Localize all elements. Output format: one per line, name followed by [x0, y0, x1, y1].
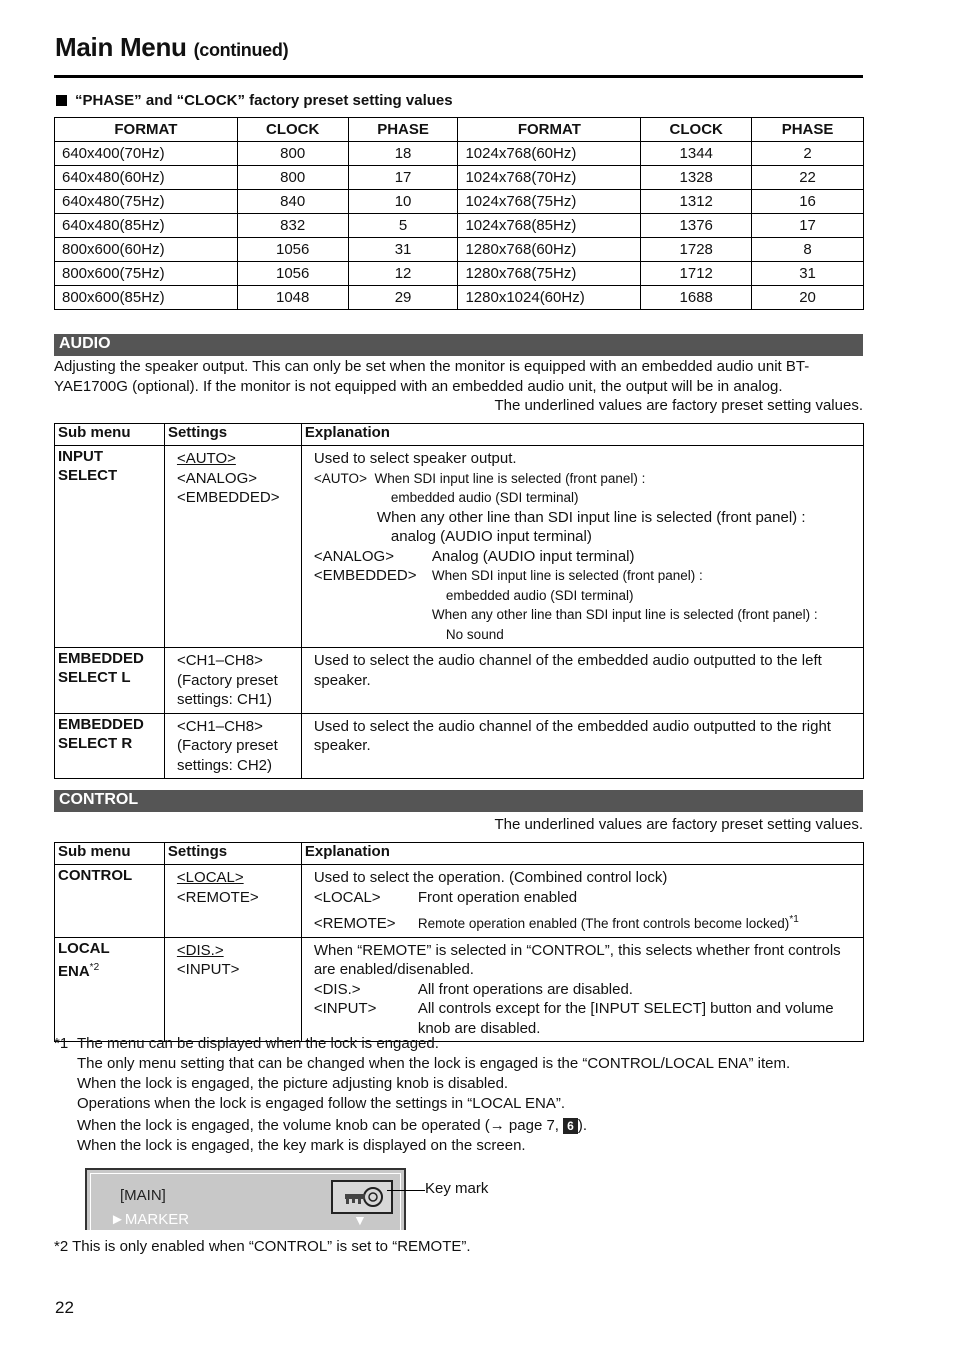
- key-icon: [333, 1182, 391, 1212]
- footnote-2: *2 This is only enabled when “CONTROL” is set to “REMOTE”.: [54, 1238, 471, 1255]
- osd-illustration: [85, 1168, 406, 1230]
- explanation-line: When any other line than SDI input line is selected (front panel) :: [431, 607, 818, 622]
- setting-value: <DIS.>: [176, 941, 224, 959]
- table-row: [55, 713, 864, 779]
- footnote-text: page 7,: [504, 1117, 564, 1134]
- footnote-text: When the lock is engaged, the volume knob can be operated (: [77, 1117, 490, 1134]
- key-mark-label: Key mark: [425, 1180, 489, 1197]
- col-header: FORMAT: [458, 118, 641, 142]
- footnote-line: Operations when the lock is engaged follow the settings in “LOCAL ENA”.: [77, 1095, 566, 1112]
- explanation-line: [314, 888, 851, 908]
- explanation-line: [314, 508, 851, 528]
- explanation-input-select: [301, 446, 863, 648]
- control-section-title: CONTROL: [59, 791, 139, 808]
- footnote-text: ).: [577, 1117, 588, 1134]
- col-header-settings: Settings: [164, 424, 301, 446]
- table-cell: 640x480(60Hz): [55, 166, 238, 190]
- table-cell: 12: [348, 262, 458, 286]
- option-label: <LOCAL>: [313, 888, 381, 906]
- page-ref-badge: 6: [563, 1118, 578, 1134]
- title-sub: (continued): [193, 40, 289, 60]
- option-text: Analog (AUDIO input terminal): [431, 547, 635, 565]
- footnote-line: [54, 1116, 874, 1136]
- audio-section-title: AUDIO: [59, 335, 111, 352]
- submenu-control: CONTROL: [55, 865, 165, 938]
- table-cell: 8: [752, 238, 864, 262]
- table-cell: 29: [348, 286, 458, 310]
- table-cell: 1728: [641, 238, 752, 262]
- table-cell: 1280x1024(60Hz): [458, 286, 641, 310]
- explanation-line: When “REMOTE” is selected in “CONTROL”, this selects whether front controls are enabled/disenabled.: [313, 941, 841, 978]
- submenu-label: SELECT R: [58, 734, 133, 752]
- table-cell: 1024x768(75Hz): [458, 190, 641, 214]
- table-row: [55, 214, 864, 238]
- key-mark-leader: [387, 1190, 425, 1191]
- col-header-submenu: Sub menu: [55, 424, 165, 446]
- osd-main-label: [MAIN]: [120, 1187, 166, 1204]
- title-main: Main Menu: [55, 32, 187, 62]
- table-row: [55, 446, 864, 648]
- key-mark-box: [331, 1180, 393, 1214]
- table-row: [55, 238, 864, 262]
- table-cell: 800: [237, 166, 348, 190]
- control-header-row: [55, 843, 864, 865]
- footnote-1: [54, 1034, 874, 1156]
- explanation-line: Used to select the operation. (Combined control lock): [313, 869, 668, 886]
- preset-heading: [56, 92, 453, 109]
- option-text: Remote operation enabled (The front controls become locked): [417, 916, 790, 931]
- audio-table: [54, 423, 864, 779]
- option-text: When SDI input line is selected (front panel) :: [374, 470, 646, 486]
- col-header-settings: Settings: [164, 843, 301, 865]
- explanation-control: [301, 865, 863, 938]
- table-cell: 22: [752, 166, 864, 190]
- audio-intro-line: Adjusting the speaker output. This can only be set when the monitor is equipped with an embedded audio unit BT-: [54, 358, 810, 375]
- footnote-text: The menu can be displayed when the lock is engaged.: [77, 1035, 439, 1052]
- option-label: <AUTO>: [313, 470, 367, 486]
- submenu-label: SELECT: [58, 467, 118, 484]
- table-cell: 1280x768(60Hz): [458, 238, 641, 262]
- audio-header-row: [55, 424, 864, 446]
- table-cell: 31: [348, 238, 458, 262]
- setting-value: settings: CH2): [176, 756, 272, 774]
- footnote-line: The only menu setting that can be changed when the lock is engaged is the “CONTROL/LOCAL ENA” item.: [77, 1055, 791, 1072]
- table-cell: 1024x768(85Hz): [458, 214, 641, 238]
- explanation-line: analog (AUDIO input terminal): [390, 528, 592, 545]
- option-label: <REMOTE>: [313, 915, 396, 932]
- submenu-label-text: ENA: [58, 962, 90, 980]
- table-cell: 16: [752, 190, 864, 214]
- table-cell: 832: [237, 214, 348, 238]
- table-cell: 840: [237, 190, 348, 214]
- table-cell: 1344: [641, 142, 752, 166]
- table-cell: 2: [752, 142, 864, 166]
- submenu-embedded-select-l: [55, 648, 165, 714]
- table-row: [55, 937, 864, 1042]
- table-cell: 1312: [641, 190, 752, 214]
- osd-marker-label: MARKER: [124, 1211, 190, 1228]
- osd-frame: [90, 1173, 401, 1230]
- table-row: [55, 648, 864, 714]
- table-cell: 31: [752, 262, 864, 286]
- table-cell: 1376: [641, 214, 752, 238]
- setting-value: (Factory preset: [176, 737, 278, 754]
- explanation-local-ena: [301, 937, 863, 1042]
- submenu-input-select: [55, 446, 165, 648]
- col-header: CLOCK: [237, 118, 348, 142]
- submenu-label: SELECT L: [58, 669, 131, 686]
- table-cell: 800: [237, 142, 348, 166]
- col-header: CLOCK: [641, 118, 752, 142]
- audio-section-bar: [54, 334, 863, 356]
- table-row: [55, 262, 864, 286]
- arrow-right-icon: ►: [110, 1211, 125, 1228]
- submenu-label: EMBEDDED: [58, 650, 144, 667]
- explanation-line: embedded audio (SDI terminal): [390, 490, 579, 505]
- footnote-line: [54, 1034, 874, 1054]
- col-header: PHASE: [752, 118, 864, 142]
- table-cell: 1024x768(60Hz): [458, 142, 641, 166]
- control-preset-note: The underlined values are factory preset setting values.: [494, 816, 863, 833]
- page-title: [55, 32, 288, 63]
- table-cell: 1688: [641, 286, 752, 310]
- setting-value: <LOCAL>: [176, 869, 244, 886]
- footnote-mark: *1: [54, 1035, 69, 1052]
- audio-intro: [54, 357, 866, 396]
- table-row: [55, 286, 864, 310]
- table-row: [55, 865, 864, 938]
- control-section-bar: [54, 790, 863, 812]
- setting-value: (Factory preset: [176, 671, 278, 689]
- setting-value: <ANALOG>: [176, 469, 257, 487]
- option-text: When any other line than SDI input line is selected (front panel) :: [376, 508, 806, 526]
- setting-value: <INPUT>: [176, 961, 240, 978]
- preset-header-row: [55, 118, 864, 142]
- table-cell: 5: [348, 214, 458, 238]
- settings-embedded-select-r: [164, 713, 301, 779]
- settings-embedded-select-l: [164, 648, 301, 714]
- option-text: All controls except for the [INPUT SELECT] button and volume knob are disabled.: [417, 1000, 834, 1037]
- option-label: <EMBEDDED>: [313, 567, 417, 584]
- table-cell: 640x400(70Hz): [55, 142, 238, 166]
- table-cell: 1712: [641, 262, 752, 286]
- footnote-ref: *1: [789, 914, 799, 925]
- table-cell: 20: [752, 286, 864, 310]
- table-cell: 1048: [237, 286, 348, 310]
- table-row: [55, 166, 864, 190]
- submenu-label: INPUT: [58, 448, 103, 465]
- setting-value: <AUTO>: [176, 450, 236, 467]
- arrow-icon: →: [489, 1117, 505, 1134]
- osd-marker-item: [110, 1211, 189, 1228]
- title-rule: [54, 75, 863, 78]
- option-label: <DIS.>: [313, 980, 361, 998]
- option-text: When SDI input line is selected (front panel) :: [431, 568, 703, 583]
- explanation-line: [314, 469, 851, 489]
- table-cell: 640x480(85Hz): [55, 214, 238, 238]
- explanation-line: embedded audio (SDI terminal): [445, 587, 634, 603]
- table-cell: 640x480(75Hz): [55, 190, 238, 214]
- table-cell: 800x600(85Hz): [55, 286, 238, 310]
- col-header-submenu: Sub menu: [55, 843, 165, 865]
- table-cell: 1024x768(70Hz): [458, 166, 641, 190]
- control-table: [54, 842, 864, 1042]
- setting-value: settings: CH1): [176, 691, 272, 708]
- square-bullet-icon: [56, 95, 67, 106]
- audio-preset-note: The underlined values are factory preset setting values.: [494, 397, 863, 414]
- col-header: FORMAT: [55, 118, 238, 142]
- chevron-down-icon: ▼: [353, 1212, 367, 1228]
- submenu-embedded-select-r: [55, 713, 165, 779]
- col-header-explanation: Explanation: [301, 843, 863, 865]
- footnote-line: When the lock is engaged, the picture adjusting knob is disabled.: [77, 1075, 509, 1092]
- settings-input-select: [164, 446, 301, 648]
- setting-value: <REMOTE>: [176, 888, 259, 906]
- table-cell: 800x600(60Hz): [55, 238, 238, 262]
- table-cell: 17: [348, 166, 458, 190]
- table-cell: 1280x768(75Hz): [458, 262, 641, 286]
- table-cell: 10: [348, 190, 458, 214]
- option-text: Front operation enabled: [417, 888, 578, 906]
- explanation-line: [314, 547, 851, 567]
- option-text: All front operations are disabled.: [417, 980, 633, 998]
- explanation-line: No sound: [445, 626, 504, 642]
- col-header: PHASE: [348, 118, 458, 142]
- settings-control: [164, 865, 301, 938]
- submenu-local-ena: [55, 937, 165, 1042]
- option-label: <INPUT>: [313, 1000, 377, 1017]
- table-cell: 800x600(75Hz): [55, 262, 238, 286]
- explanation-line: [314, 980, 851, 1000]
- audio-intro-line: YAE1700G (optional). If the monitor is not equipped with an embedded audio unit, the output will be in analog.: [54, 377, 783, 395]
- explanation-embedded-select-r: Used to select the audio channel of the embedded audio outputted to the right speaker.: [301, 713, 863, 779]
- table-cell: 17: [752, 214, 864, 238]
- table-cell: 1056: [237, 262, 348, 286]
- submenu-label: LOCAL: [58, 939, 110, 957]
- submenu-label: EMBEDDED: [58, 715, 144, 733]
- explanation-embedded-select-l: Used to select the audio channel of the embedded audio outputted to the left speaker.: [301, 648, 863, 714]
- table-cell: 18: [348, 142, 458, 166]
- setting-value: <CH1–CH8>: [176, 717, 263, 735]
- setting-value: <CH1–CH8>: [176, 652, 263, 669]
- table-row: [55, 190, 864, 214]
- footnote-line: When the lock is engaged, the key mark is displayed on the screen.: [77, 1137, 526, 1154]
- table-row: [55, 142, 864, 166]
- explanation-line: [314, 566, 851, 586]
- explanation-line: Used to select speaker output.: [313, 450, 517, 467]
- settings-local-ena: [164, 937, 301, 1042]
- table-cell: 1328: [641, 166, 752, 190]
- table-cell: 1056: [237, 238, 348, 262]
- col-header-explanation: Explanation: [301, 424, 863, 446]
- explanation-line: [314, 999, 851, 1038]
- preset-heading-text: “PHASE” and “CLOCK” factory preset setting values: [75, 92, 453, 109]
- submenu-label: [58, 958, 161, 981]
- page-number: 22: [55, 1298, 74, 1317]
- preset-table: [54, 117, 864, 310]
- option-label: <ANALOG>: [313, 547, 394, 565]
- footnote-ref: *2: [89, 961, 100, 973]
- setting-value: <EMBEDDED>: [176, 489, 280, 506]
- explanation-line: [314, 910, 851, 934]
